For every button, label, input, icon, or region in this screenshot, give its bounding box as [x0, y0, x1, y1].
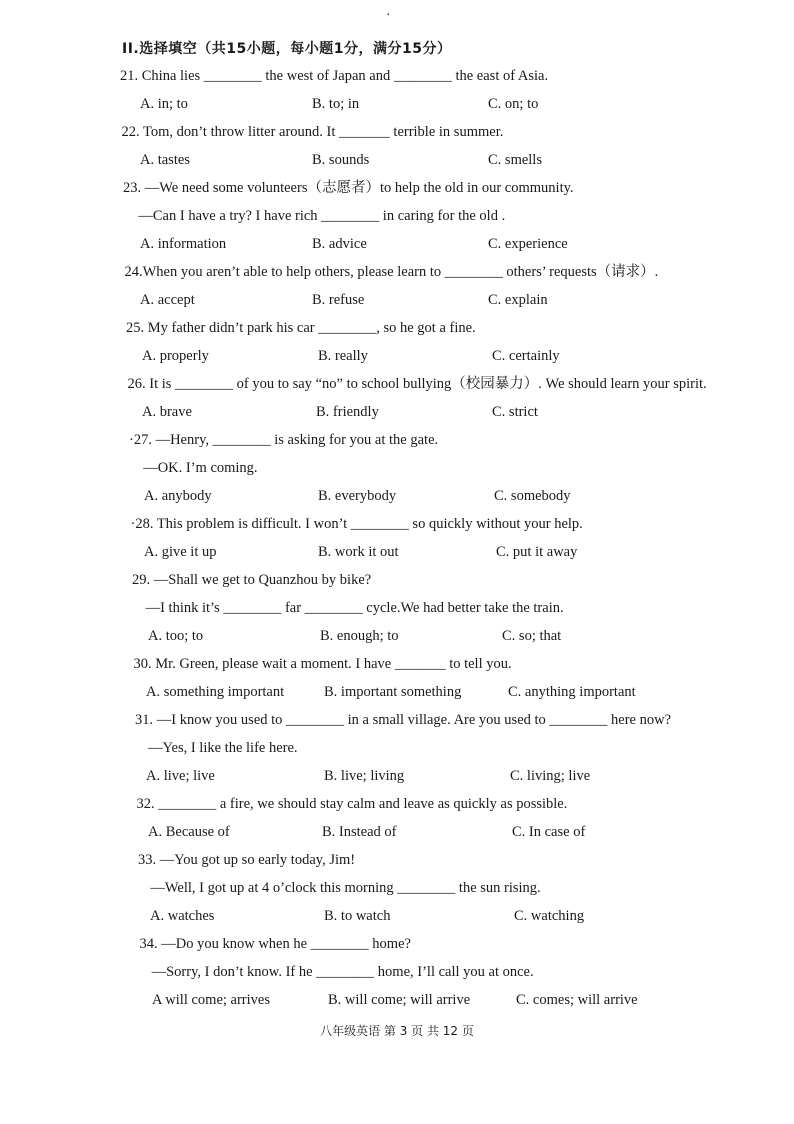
option-a[interactable]: A. give it up [144, 544, 217, 560]
option-c[interactable]: C. certainly [492, 348, 560, 364]
page-footer: 八年级英语 第 3 页 共 12 页 [320, 1024, 474, 1038]
question-dialogue-line: —Can I have a try? I have rich ________ in caring for the old . [138, 208, 506, 224]
question-29 [0, 566, 794, 650]
question-dialogue-line: —Sorry, I don’t know. If he ________ home, I’ll call you at once. [151, 964, 534, 980]
option-c[interactable]: C. put it away [496, 544, 578, 560]
question-stem: 31. —I know you used to ________ in a small village. Are you used to ________ here now? [135, 712, 672, 728]
question-stem: 34. —Do you know when he ________ home? [139, 936, 411, 952]
section-title: II.选择填空（共15小题，每小题1分，满分15分） [122, 41, 452, 57]
question-stem: 25. My father didn’t park his car ________, so he got a fine. [126, 320, 476, 336]
option-b[interactable]: B. friendly [316, 404, 379, 420]
answer-options [0, 286, 794, 314]
option-b[interactable]: B. to; in [312, 96, 360, 112]
question-26 [0, 370, 794, 426]
option-c[interactable]: C. experience [488, 236, 568, 252]
option-a[interactable]: A. properly [142, 348, 209, 364]
question-stem: 32. ________ a fire, we should stay calm and leave as quickly as possible. [136, 796, 568, 812]
option-b[interactable]: B. everybody [318, 488, 397, 504]
option-b[interactable]: B. enough; to [320, 628, 399, 644]
question-stem: 24.When you aren’t able to help others, please learn to ________ others’ requests（请求）. [124, 264, 659, 280]
question-dialogue-line: —OK. I’m coming. [143, 460, 258, 476]
question-25 [0, 314, 794, 370]
answer-options [0, 818, 794, 846]
option-b[interactable]: B. sounds [312, 152, 370, 168]
question-dialogue-line: —I think it’s ________ far ________ cycle.We had better take the train. [145, 600, 564, 616]
option-a[interactable]: A. tastes [140, 152, 190, 168]
option-c[interactable]: C. anything important [508, 684, 636, 700]
question-stem: 21. China lies ________ the west of Japan and ________ the east of Asia. [120, 68, 549, 84]
option-c[interactable]: C. watching [514, 908, 585, 924]
option-a[interactable]: A. accept [140, 292, 195, 308]
option-b[interactable]: B. important something [324, 684, 462, 700]
question-32 [0, 790, 794, 846]
option-c[interactable]: C. living; live [510, 768, 591, 784]
answer-options [0, 762, 794, 790]
question-stem: 23. —We need some volunteers（志愿者）to help the old in our community. [123, 180, 574, 196]
answer-options [0, 146, 794, 174]
question-stem: ·28. This problem is difficult. I won’t ________ so quickly without your help. [130, 516, 583, 532]
option-b[interactable]: B. really [318, 348, 368, 364]
question-33 [0, 846, 794, 930]
option-a[interactable]: A. too; to [148, 628, 204, 644]
option-a[interactable]: A will come; arrives [152, 992, 270, 1008]
option-b[interactable]: B. refuse [312, 292, 365, 308]
question-list [0, 62, 794, 1014]
option-b[interactable]: B. live; living [324, 768, 405, 784]
question-22 [0, 118, 794, 174]
option-c[interactable]: C. explain [488, 292, 548, 308]
question-34 [0, 930, 794, 1014]
answer-options [0, 398, 794, 426]
question-stem: ·27. —Henry, ________ is asking for you at the gate. [129, 432, 439, 448]
answer-options [0, 482, 794, 510]
option-b[interactable]: B. to watch [324, 908, 391, 924]
option-a[interactable]: A. brave [142, 404, 192, 420]
option-c[interactable]: C. comes; will arrive [516, 992, 638, 1008]
question-stem: 33. —You got up so early today, Jim! [138, 852, 356, 868]
question-23 [0, 174, 794, 258]
question-21 [0, 62, 794, 118]
question-dialogue-line: —Yes, I like the life here. [148, 740, 298, 756]
answer-options [0, 90, 794, 118]
answer-options [0, 342, 794, 370]
answer-options [0, 986, 794, 1014]
option-a[interactable]: A. information [140, 236, 227, 252]
question-stem: 22. Tom, don’t throw litter around. It _______ terrible in summer. [121, 124, 504, 140]
question-stem: 26. It is ________ of you to say “no” to school bullying（校园暴力）. We should learn your spirit. [127, 376, 707, 392]
option-a[interactable]: A. anybody [144, 488, 212, 504]
question-28 [0, 510, 794, 566]
answer-options [0, 678, 794, 706]
answer-options [0, 538, 794, 566]
option-a[interactable]: A. Because of [148, 824, 230, 840]
page-mark: · [386, 8, 391, 23]
answer-options [0, 622, 794, 650]
question-30 [0, 650, 794, 706]
question-31 [0, 706, 794, 790]
question-24 [0, 258, 794, 314]
option-c[interactable]: C. smells [488, 152, 542, 168]
option-b[interactable]: B. Instead of [322, 824, 397, 840]
question-stem: 30. Mr. Green, please wait a moment. I have _______ to tell you. [133, 656, 512, 672]
question-27 [0, 426, 794, 510]
option-c[interactable]: C. In case of [512, 824, 586, 840]
option-c[interactable]: C. so; that [502, 628, 562, 644]
option-a[interactable]: A. in; to [140, 96, 188, 112]
option-a[interactable]: A. something important [146, 684, 285, 700]
option-b[interactable]: B. will come; will arrive [328, 992, 471, 1008]
option-b[interactable]: B. advice [312, 236, 367, 252]
question-dialogue-line: —Well, I got up at 4 o’clock this morning ________ the sun rising. [150, 880, 541, 896]
option-c[interactable]: C. somebody [494, 488, 571, 504]
answer-options [0, 230, 794, 258]
option-c[interactable]: C. on; to [488, 96, 539, 112]
option-b[interactable]: B. work it out [318, 544, 399, 560]
option-c[interactable]: C. strict [492, 404, 538, 420]
question-stem: 29. —Shall we get to Quanzhou by bike? [132, 572, 372, 588]
answer-options [0, 902, 794, 930]
option-a[interactable]: A. live; live [146, 768, 215, 784]
option-a[interactable]: A. watches [150, 908, 215, 924]
